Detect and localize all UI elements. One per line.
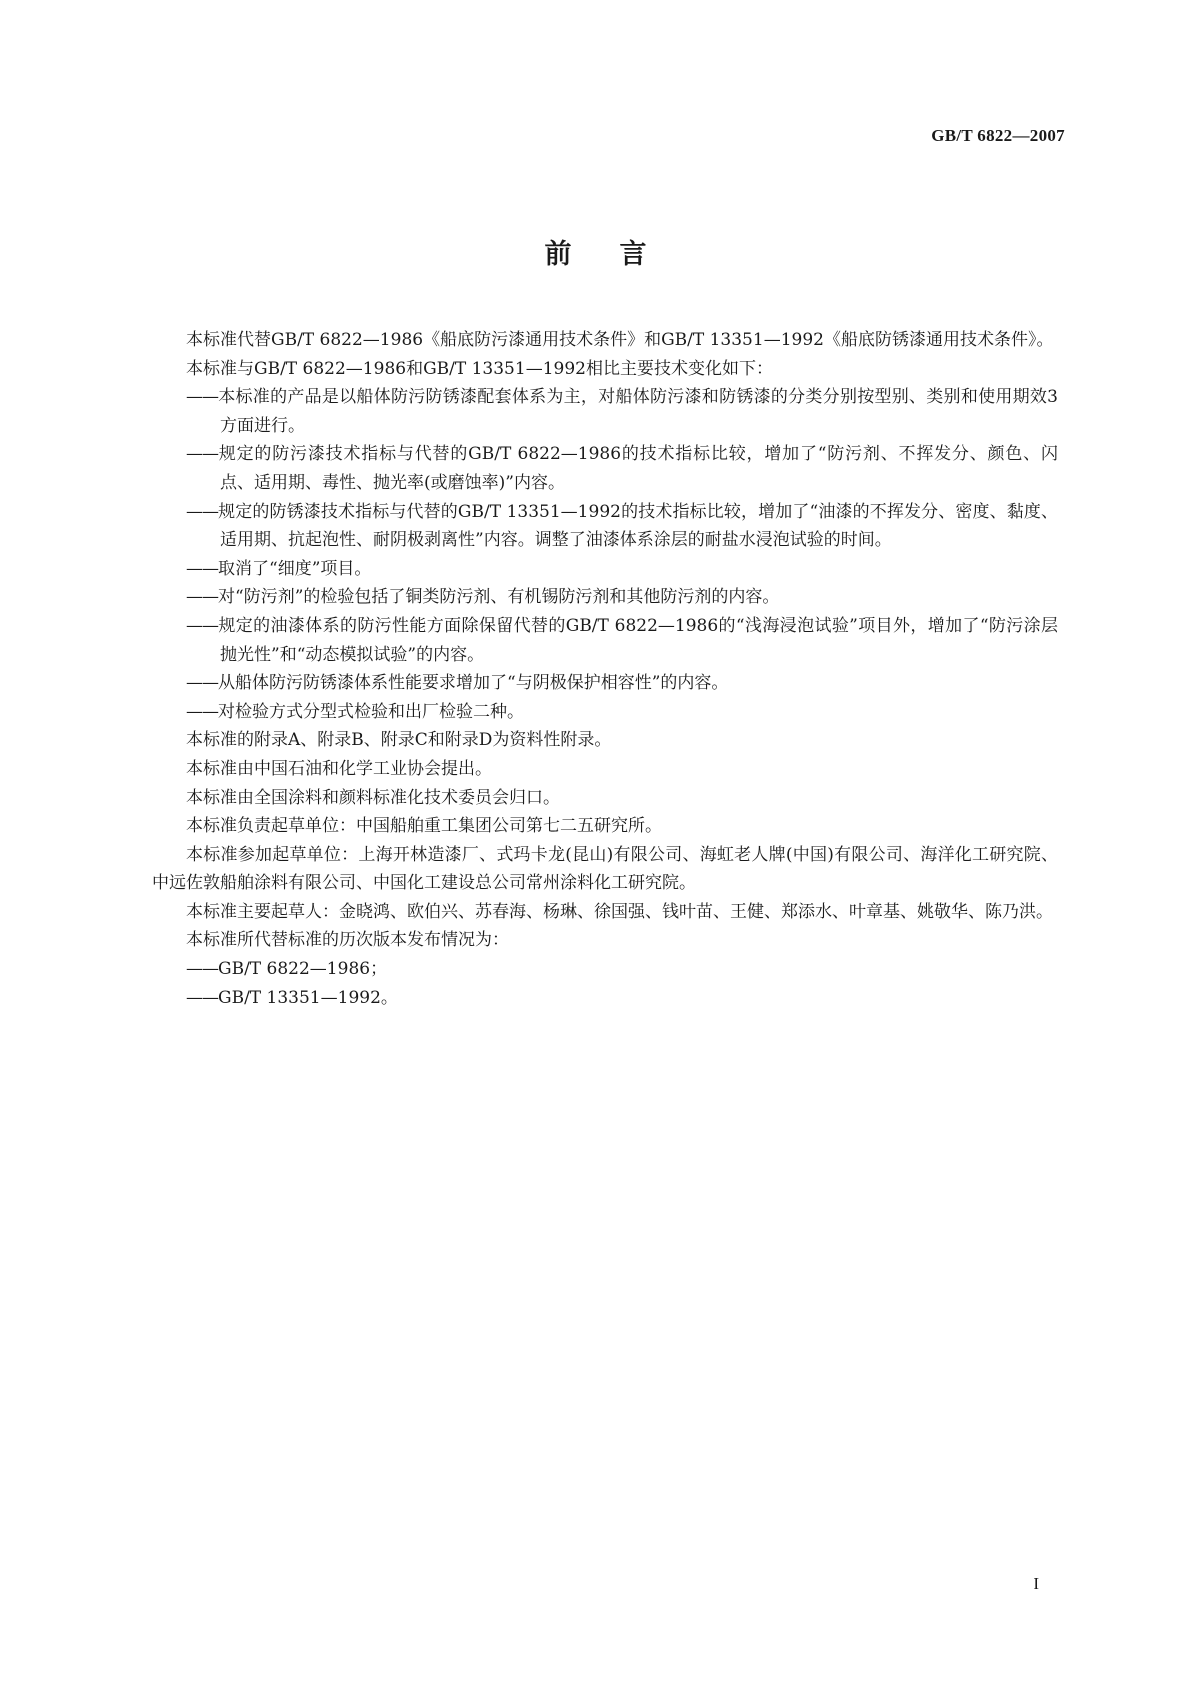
page-title: 前言 <box>544 239 695 270</box>
note-lead-drafter: 本标准负责起草单位：中国船舶重工集团公司第七二五研究所。 <box>186 816 662 837</box>
history-item-2: —— GB/T 13351—1992。 <box>186 984 1058 1013</box>
note-main-drafters: 本标准主要起草人：金晓鸿、欧伯兴、苏春海、杨琳、徐国强、钱叶苗、王健、郑添水、叶章基、姚敬华、陈乃洪。 <box>186 901 1053 922</box>
paragraph-changes-intro: 本标准与GB/T 6822—1986和GB/T 13351—1992相比主要技术变化如下： <box>186 358 773 379</box>
change-item-2: —— 规定的防污漆技术指标与代替的GB/T 6822—1986的技术指标比较，增加了“防污剂、不挥发分、颜色、闪点、适用期、毒性、抛光率(或磨蚀率)”内容。 <box>186 440 1058 497</box>
note-history-intro: 本标准所代替标准的历次版本发布情况为： <box>186 930 509 951</box>
change-item-6: —— 规定的油漆体系的防污性能方面除保留代替的GB/T 6822—1986的“浅海浸泡试验”项目外，增加了“防污涂层抛光性”和“动态模拟试验”的内容。 <box>186 612 1058 669</box>
page-number: I <box>1033 1574 1039 1593</box>
note-appendix: 本标准的附录A、附录B、附录C和附录D为资料性附录。 <box>186 730 612 751</box>
change-item-8: —— 对检验方式分型式检验和出厂检验二种。 <box>186 698 1058 727</box>
change-item-4: —— 取消了“细度”项目。 <box>186 555 1058 584</box>
change-item-5: —— 对“防污剂”的检验包括了铜类防污剂、有机锡防污剂和其他防污剂的内容。 <box>186 583 1058 612</box>
change-item-7: —— 从船体防污防锈漆体系性能要求增加了“与阴极保护相容性”的内容。 <box>186 669 1058 698</box>
note-proposer: 本标准由中国石油和化学工业协会提出。 <box>186 758 492 779</box>
standard-code-header: GB/T 6822—2007 <box>931 126 1065 145</box>
document-body <box>152 326 1058 1012</box>
history-item-1: —— GB/T 6822—1986； <box>186 955 1058 984</box>
note-committee: 本标准由全国涂料和颜料标准化技术委员会归口。 <box>186 787 560 808</box>
note-participating-drafters: 本标准参加起草单位：上海开林造漆厂、式玛卡龙(昆山)有限公司、海虹老人牌(中国)有限公司、海洋化工研究院、中远佐敦船舶涂料有限公司、中国化工建设总公司常州涂料化工研究院。 <box>152 844 1058 894</box>
change-item-3: —— 规定的防锈漆技术指标与代替的GB/T 13351—1992的技术指标比较，增加了“油漆的不挥发分、密度、黏度、适用期、抗起泡性、耐阴极剥离性”内容。调整了油漆体系涂层的耐盐水浸泡试验的时间。 <box>186 498 1058 555</box>
paragraph-replacement: 本标准代替GB/T 6822—1986《船底防污漆通用技术条件》和GB/T 13351—1992《船底防锈漆通用技术条件》。 <box>186 330 1054 350</box>
change-item-1: —— 本标准的产品是以船体防污防锈漆配套体系为主，对船体防污漆和防锈漆的分类分别按型别、类别和使用期效3方面进行。 <box>186 383 1058 440</box>
